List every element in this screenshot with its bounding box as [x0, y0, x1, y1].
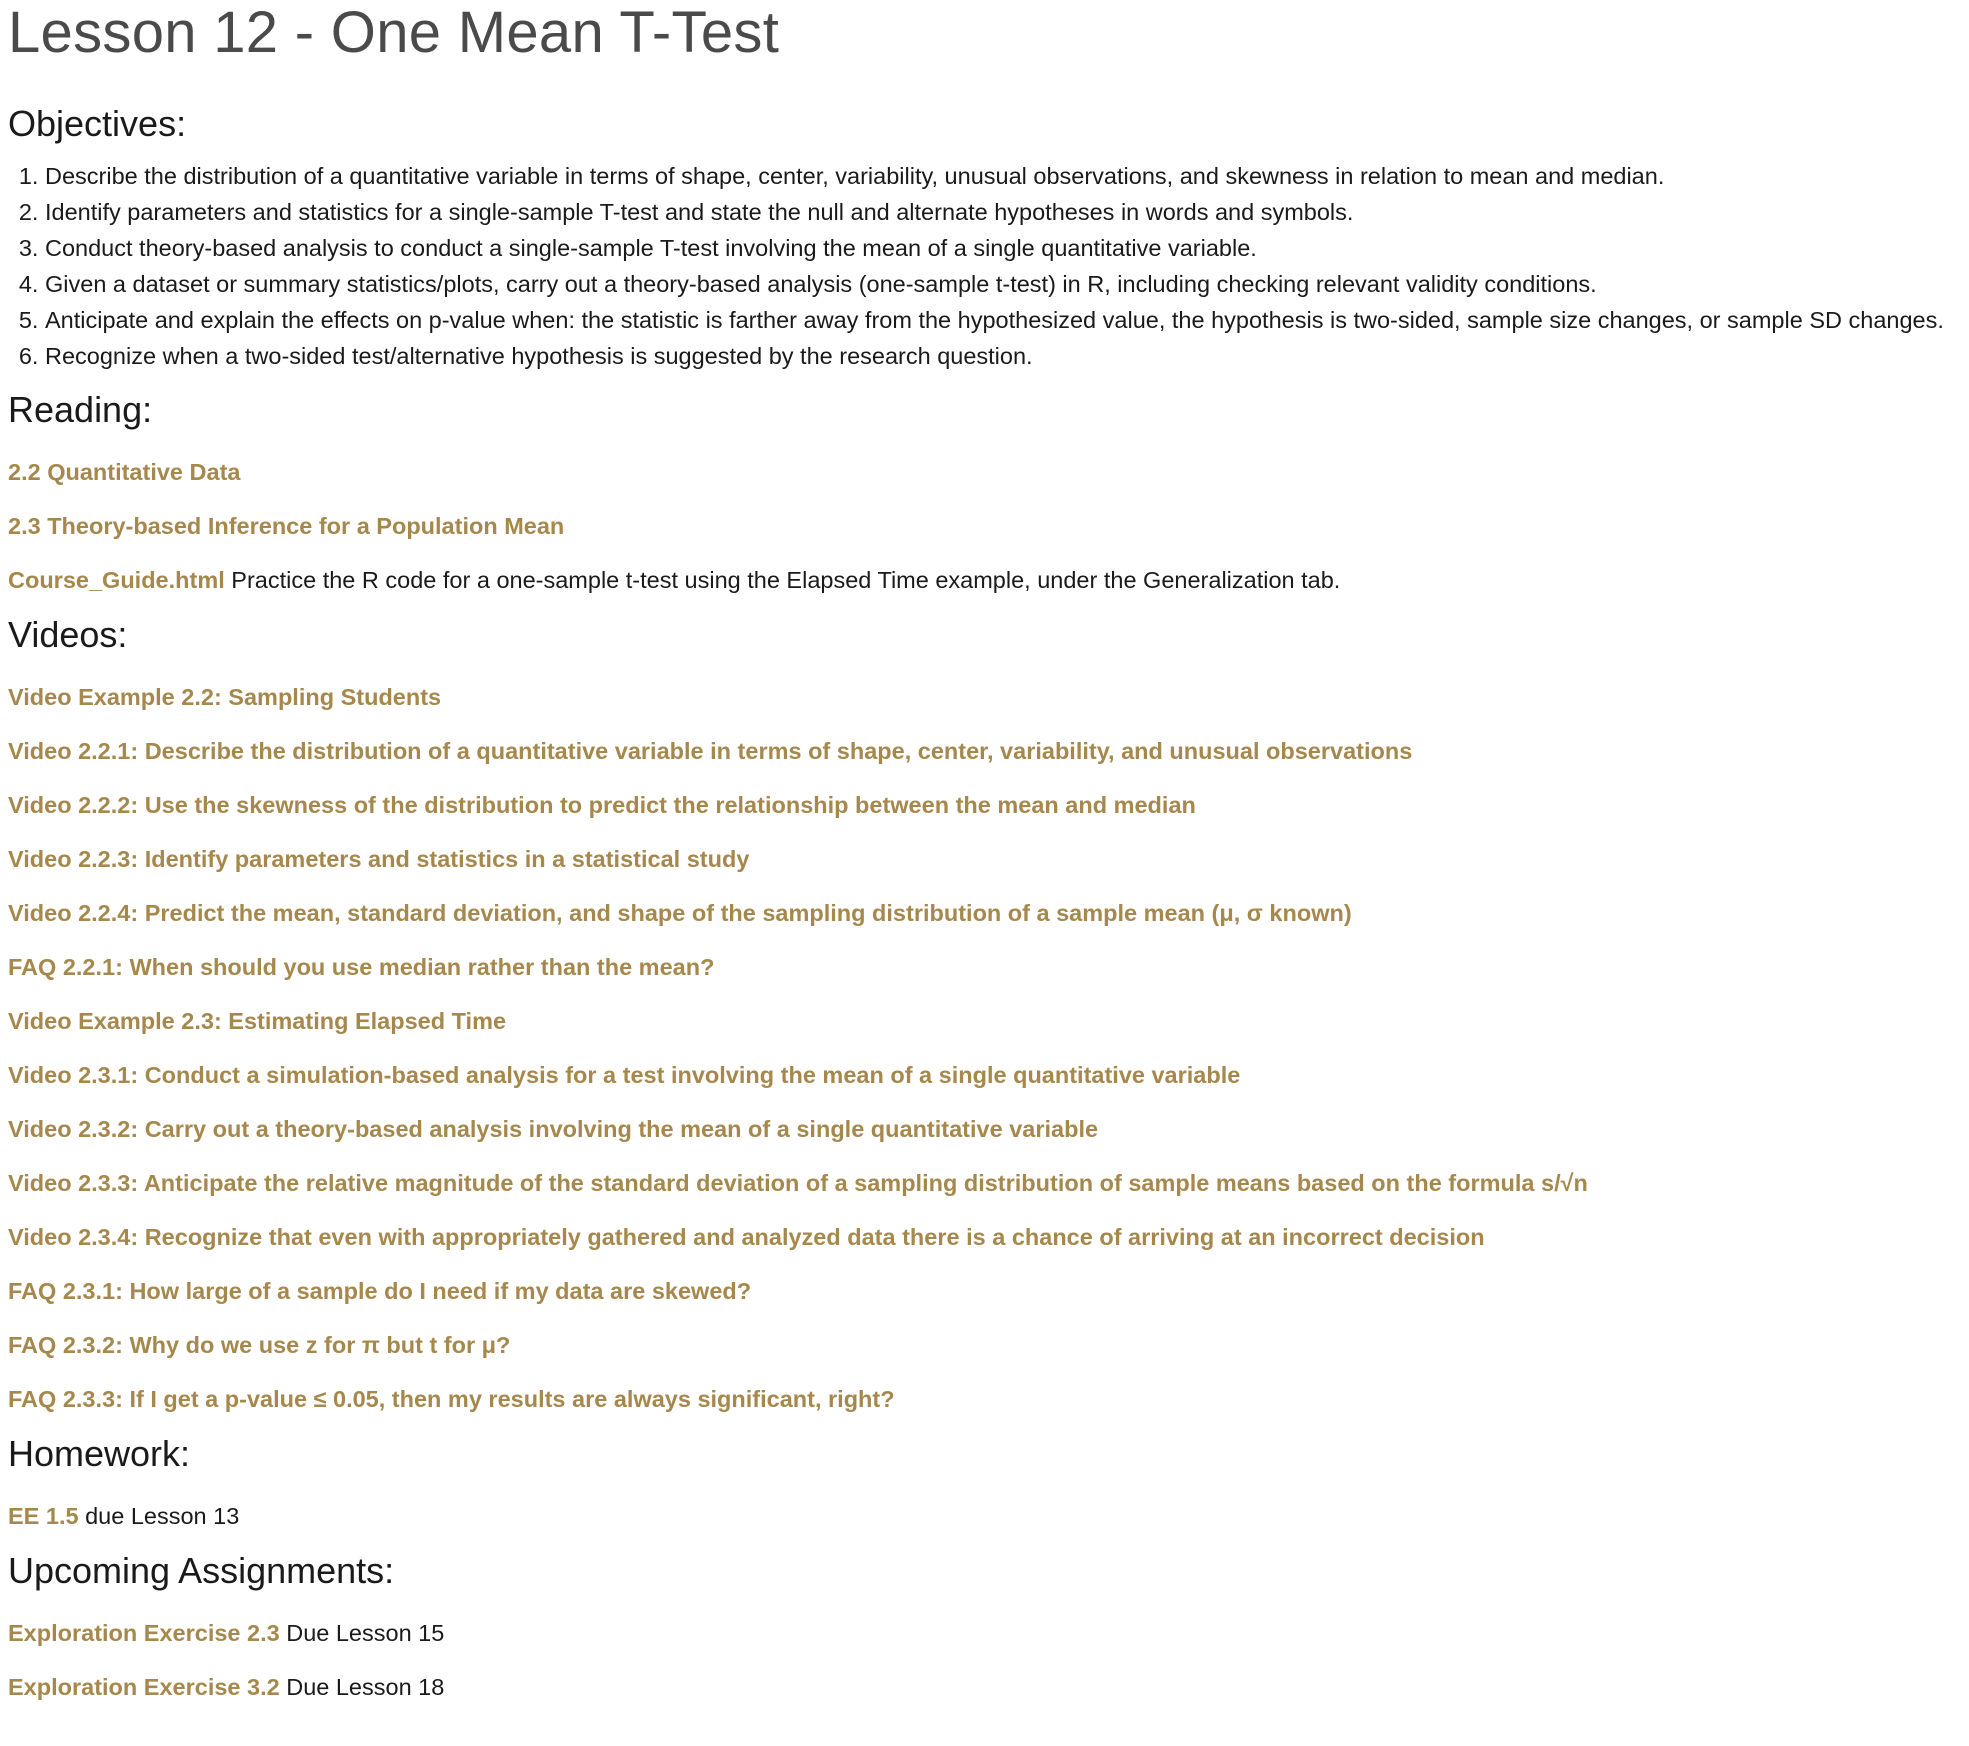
reading-link-theory-based-inference[interactable]: 2.3 Theory-based Inference for a Population Mean — [8, 513, 565, 539]
objectives-heading: Objectives: — [8, 103, 187, 144]
video-link[interactable]: Video 2.3.4: Recognize that even with appropriately gathered and analyzed data there is a chance of arriving at an incorrect decision — [8, 1224, 1485, 1250]
video-item — [8, 1210, 1969, 1264]
faq-item — [8, 940, 1969, 994]
objective-item: 6. Recognize when a two-sided test/alternative hypothesis is suggested by the research question. — [45, 338, 1969, 374]
reading-link-quantitative-data[interactable]: 2.2 Quantitative Data — [8, 459, 241, 485]
homework-due: due Lesson 13 — [78, 1503, 240, 1529]
upcoming-item — [8, 1660, 1969, 1714]
faq-link[interactable]: FAQ 2.3.1: How large of a sample do I need if my data are skewed? — [8, 1278, 752, 1304]
reading-list — [8, 445, 1969, 607]
objective-item: 1. Describe the distribution of a quantitative variable in terms of shape, center, variability, unusual observations, and skewness in relation to mean and median. — [45, 158, 1969, 194]
video-item — [8, 724, 1969, 778]
homework-list — [8, 1489, 1969, 1543]
video-link[interactable]: Video Example 2.2: Sampling Students — [8, 684, 442, 710]
objective-item: 3. Conduct theory-based analysis to conduct a single-sample T-test involving the mean of a single quantitative variable. — [45, 230, 1969, 266]
objectives-list — [8, 158, 1969, 374]
faq-item — [8, 1264, 1969, 1318]
faq-item — [8, 1372, 1969, 1426]
video-link[interactable]: Video 2.2.2: Use the skewness of the distribution to predict the relationship between the mean and median — [8, 792, 1196, 818]
upcoming-heading: Upcoming Assignments: — [8, 1550, 395, 1591]
upcoming-link-ee-3-2[interactable]: Exploration Exercise 3.2 — [8, 1674, 280, 1700]
homework-link-ee-1-5[interactable]: EE 1.5 — [8, 1503, 79, 1529]
faq-item — [8, 1318, 1969, 1372]
video-link[interactable]: Video 2.3.1: Conduct a simulation-based analysis for a test involving the mean of a single quantitative variable — [8, 1062, 1241, 1088]
upcoming-due: Due Lesson 15 — [279, 1620, 445, 1646]
video-item — [8, 670, 1969, 724]
videos-list — [8, 670, 1969, 1426]
video-link[interactable]: Video 2.2.4: Predict the mean, standard deviation, and shape of the sampling distribution of a sample mean (μ, σ known) — [8, 900, 1352, 926]
objective-item: 2. Identify parameters and statistics for a single-sample T-test and state the null and alternate hypotheses in words and symbols. — [45, 194, 1969, 230]
objective-item: 5. Anticipate and explain the effects on p-value when: the statistic is farther away from the hypothesized value, the hypothesis is two-sided, sample size changes, or sample SD changes. — [45, 302, 1969, 338]
video-item — [8, 994, 1969, 1048]
video-item — [8, 1102, 1969, 1156]
video-link[interactable]: Video 2.3.3: Anticipate the relative magnitude of the standard deviation of a sampling distribution of sample means based on the formula s/√n — [8, 1170, 1588, 1196]
video-link[interactable]: Video 2.2.1: Describe the distribution of a quantitative variable in terms of shape, center, variability, and unusual observations — [8, 738, 1413, 764]
homework-item — [8, 1489, 1969, 1543]
videos-heading: Videos: — [8, 614, 128, 655]
reading-item — [8, 553, 1969, 607]
video-item — [8, 886, 1969, 940]
upcoming-item — [8, 1606, 1969, 1660]
video-item — [8, 1048, 1969, 1102]
faq-link[interactable]: FAQ 2.3.2: Why do we use z for π but t for μ? — [8, 1332, 511, 1358]
reading-heading: Reading: — [8, 389, 153, 430]
reading-item — [8, 445, 1969, 499]
faq-link[interactable]: FAQ 2.2.1: When should you use median rather than the mean? — [8, 954, 715, 980]
reading-link-course-guide[interactable]: Course_Guide.html — [8, 567, 225, 593]
page-title: Lesson 12 - One Mean T-Test — [8, 0, 780, 65]
video-item — [8, 778, 1969, 832]
upcoming-link-ee-2-3[interactable]: Exploration Exercise 2.3 — [8, 1620, 280, 1646]
reading-item — [8, 499, 1969, 553]
faq-link[interactable]: FAQ 2.3.3: If I get a p-value ≤ 0.05, then my results are always significant, right? — [8, 1386, 895, 1412]
reading-note: Practice the R code for a one-sample t-test using the Elapsed Time example, under the Generalization tab. — [224, 567, 1341, 593]
homework-heading: Homework: — [8, 1433, 191, 1474]
video-item — [8, 832, 1969, 886]
video-item — [8, 1156, 1969, 1210]
upcoming-list — [8, 1606, 1969, 1714]
upcoming-due: Due Lesson 18 — [279, 1674, 445, 1700]
video-link[interactable]: Video 2.2.3: Identify parameters and statistics in a statistical study — [8, 846, 750, 872]
objective-item: 4. Given a dataset or summary statistics/plots, carry out a theory-based analysis (one-sample t-test) in R, including checking relevant validity conditions. — [45, 266, 1969, 302]
video-link[interactable]: Video 2.3.2: Carry out a theory-based analysis involving the mean of a single quantitative variable — [8, 1116, 1099, 1142]
video-link[interactable]: Video Example 2.3: Estimating Elapsed Time — [8, 1008, 507, 1034]
